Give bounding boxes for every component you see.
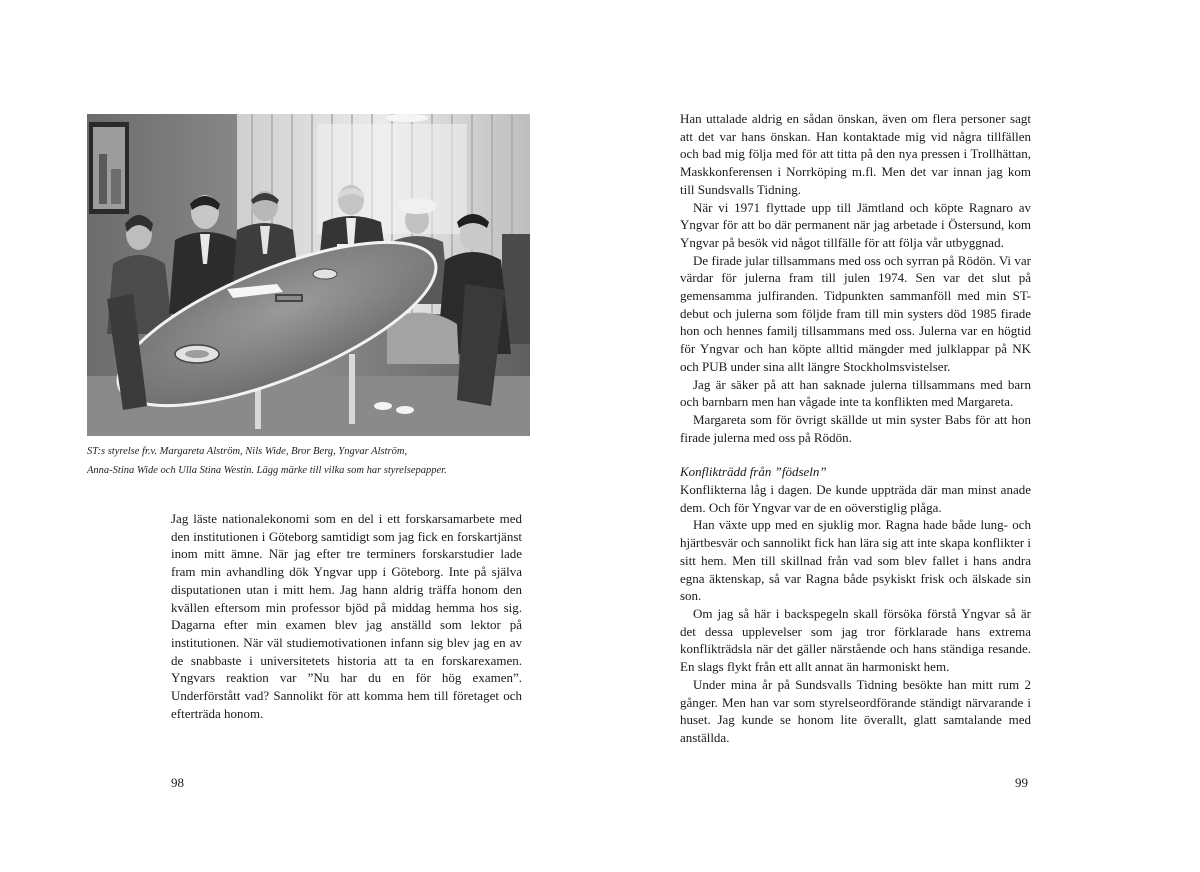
- paragraph: Konflikterna låg i dagen. De kunde uppträda där man minst anade dem. Och för Yngvar var de en oöverstiglig plåga.: [680, 482, 1031, 515]
- paragraph: När vi 1971 flyttade upp till Jämtland och köpte Ragnaro av Yngvar för att bo där permanent när jag arbetade i Östersund, kom Yngvar på besök vid något tillfälle för att följa vår utbyggnad.: [680, 199, 1031, 250]
- paragraph: Under mina år på Sundsvalls Tidning besökte han mitt rum 2 gånger. Men han var som styrelseordförande ständigt närvarande i huset. Jag kunde se honom lite överallt, glatt samtalande med anställda.: [680, 676, 1031, 745]
- page-number-right: 99: [1015, 775, 1028, 790]
- left-body-text: [171, 510, 522, 722]
- caption-line-2: Anna-Stina Wide och Ulla Stina Westin. Lägg märke till vilka som har styrelsepapper.: [87, 465, 447, 476]
- paragraph: Han uttalade aldrig en sådan önskan, även om flera personer sagt att det var hans önskan. Han kontaktade mig vid några tillfällen och bad mig följa med för att titta på den nya pressen i Trollhättan, Maskkonferensen i Norrköping m.fl. Men det var innan jag kom till Sundsvalls Tidning.: [680, 111, 1031, 197]
- board-photo: [87, 114, 530, 436]
- paragraph: Om jag så här i backspegeln skall försöka förstå Yngvar så är det dessa upplevelser som jag tror förklarade hans extrema konflikträdsla när det gäller närstående och hans ständiga resande. En slags flykt från ett allt annat än harmoniskt hem.: [680, 605, 1031, 675]
- paragraph: Jag är säker på att han saknade julerna tillsammans med barn och barnbarn men han vågade inte ta konflikten med Margareta.: [680, 376, 1031, 410]
- page-number-left: 98: [171, 775, 184, 790]
- paragraph: Jag läste nationalekonomi som en del i ett forskarsamarbete med den institutionen i Göteborg samtidigt som jag fick en forskartjänst inom mitt ämne. När jag efter tre terminers forskarstudier lade fram min avhandling dök Yngvar upp i Göteborg. Inte på själva disputationen utan i mitt hem. Jag hann aldrig träffa honom den kvällen eftersom min professor bjöd på middag hemma hos sig. Dagarna efter min examen blev jag anställd som lektor på institutionen. När väl studiemotivationen infann sig blev jag en av de snabbaste i universitetets historia att ta en forskarexamen. Yngvars reaktion var ”Nu har du en för hög examen”. Underförstått vad? Sannolikt för att komma hem till företaget och efterträda honom.: [171, 511, 522, 721]
- caption-line-1: ST:s styrelse fr.v. Margareta Alström, Nils Wide, Bror Berg, Yngvar Alström,: [87, 446, 408, 457]
- paragraph: Han växte upp med en sjuklig mor. Ragna hade både lung- och hjärtbesvär och sannolikt fick han lära sig att inte skapa konflikter i sitt hem. Men till skillnad från vad som blev fallet i hans andra egna äktenskap, så var Ragna både psykiskt frisk och älskade sin son.: [680, 517, 1031, 604]
- right-page: [600, 0, 1200, 872]
- section-subheading: Konflikträdd från ”födseln”: [680, 464, 827, 480]
- right-body-text: [680, 110, 1031, 747]
- photo-caption: [87, 442, 557, 480]
- paragraph: De firade jular tillsammans med oss och syrran på Rödön. Vi var värdar för julerna fram till julen 1974. Sen var det slut på gemensamma julfiranden. Tidpunkten sammanföll med min ST-debut och julerna som följde fram till min systers död 1985 firade hon och hennes familj tillsammans med oss. Julerna var en högtid för Yngvar och han köpte alltid mängder med julklappar på NK och PUB under sina allt längre Stockholmsvistelser.: [680, 252, 1031, 374]
- paragraph: Margareta som för övrigt skällde ut min syster Babs för att hon firade julerna med oss på Rödön.: [680, 411, 1031, 445]
